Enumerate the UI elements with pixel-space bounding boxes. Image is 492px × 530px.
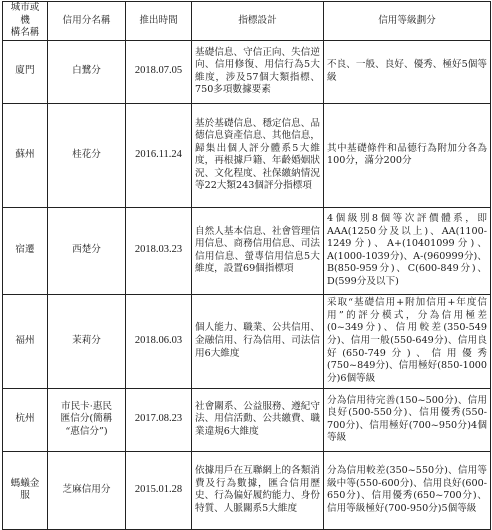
table-row	[3, 207, 491, 294]
table-row	[3, 294, 491, 388]
header-city: 城市或機 構名稱	[3, 2, 48, 41]
cell-city: 福州	[3, 294, 48, 388]
header-grade: 信用等級劃分	[324, 2, 491, 41]
cell-date: 2018.03.23	[126, 207, 192, 294]
header-row	[3, 2, 491, 41]
cell-grade: 其中基礎條件和品德行為附加分各為100分，滿分200分	[324, 103, 491, 207]
cell-name: 市民卡·惠民 匯信分(簡稱 “惠信分”)	[48, 388, 126, 451]
cell-city: 宿遷	[3, 207, 48, 294]
cell-indicator: 個人能力、職業、公共信用、金融信用、行為信用、司法信用6大維度	[192, 294, 324, 388]
cell-date: 2016.11.24	[126, 103, 192, 207]
cell-date: 2017.08.23	[126, 388, 192, 451]
cell-grade: 分為信用較差(350~550分)、信用等級中等(550-600分)、信用良好(600-650分)、信用優秀(650~700分)、信用等級極好(700-950分)5個等級	[324, 451, 491, 529]
cell-date: 2015.01.28	[126, 451, 192, 529]
cell-grade: 4個級別8個等次評價體系，即AAA(1250分及以上)、AA(1100-1249分)、A+(10401099分)、A(1000-1039分)、A-(960999分)、B(850-959分)、C(600-849分)、D(599分及以下)	[324, 207, 491, 294]
cell-city: 廈門	[3, 40, 48, 103]
header-name: 信用分名稱	[48, 2, 126, 41]
cell-name: 芝麻信用分	[48, 451, 126, 529]
cell-city: 蘇州	[3, 103, 48, 207]
table-row	[3, 388, 491, 451]
cell-indicator: 自然人基本信息、社會管理信用信息、商務信用信息、司法信用信息、螢專信用信息5大維度，設置69個指標項	[192, 207, 324, 294]
cell-indicator: 社會關系、公益服務、遵紀守法、用信活動、公共繳費、職業違規6大維度	[192, 388, 324, 451]
table-row	[3, 40, 491, 103]
cell-grade: 分為信用待完善(150~500分)、信用良好(500-550分)、信用優秀(550-700分)、信用極好(700~950分)4個等級	[324, 388, 491, 451]
cell-indicator: 基於基礎信息、穩定信息、品德信息資產信息、其他信息，歸集出個人評分體系5大維度，再根據戶籍、年齡婚姻狀況、文化程度、社保繳納情況等22大類243個評分指標項	[192, 103, 324, 207]
cell-grade: 采取“基礎信用+附加信用+年度信用”的評分模式，分為信用極差(0~349分)、信用較差(350-549分)、信用一般(550-649分)、信用良好(650-749分)、信用優秀(750~849分)、信用極好(850-1000分)6個等級	[324, 294, 491, 388]
table-row	[3, 103, 491, 207]
cell-indicator: 基礎信息、守信正向、失信逆向、信用修復、用信行為5大維度，涉及57個大類指標、750多項數據要素	[192, 40, 324, 103]
cell-date: 2018.06.03	[126, 294, 192, 388]
cell-date: 2018.07.05	[126, 40, 192, 103]
cell-city: 杭州	[3, 388, 48, 451]
header-indicator: 指標設計	[192, 2, 324, 41]
cell-name: 桂花分	[48, 103, 126, 207]
header-date: 推出時間	[126, 2, 192, 41]
table-row	[3, 451, 491, 529]
cell-city: 螞蟻金服	[3, 451, 48, 529]
credit-score-table	[2, 1, 491, 530]
cell-name: 西楚分	[48, 207, 126, 294]
cell-grade: 不良、一般、良好、優秀、極好5個等級	[324, 40, 491, 103]
cell-name: 白鷺分	[48, 40, 126, 103]
cell-name: 茉莉分	[48, 294, 126, 388]
cell-indicator: 依據用戶在互聯網上的各類消費及行為數據，匯合信用歷史、行為偏好履約能力、身份特質、人脈關系5大維度	[192, 451, 324, 529]
